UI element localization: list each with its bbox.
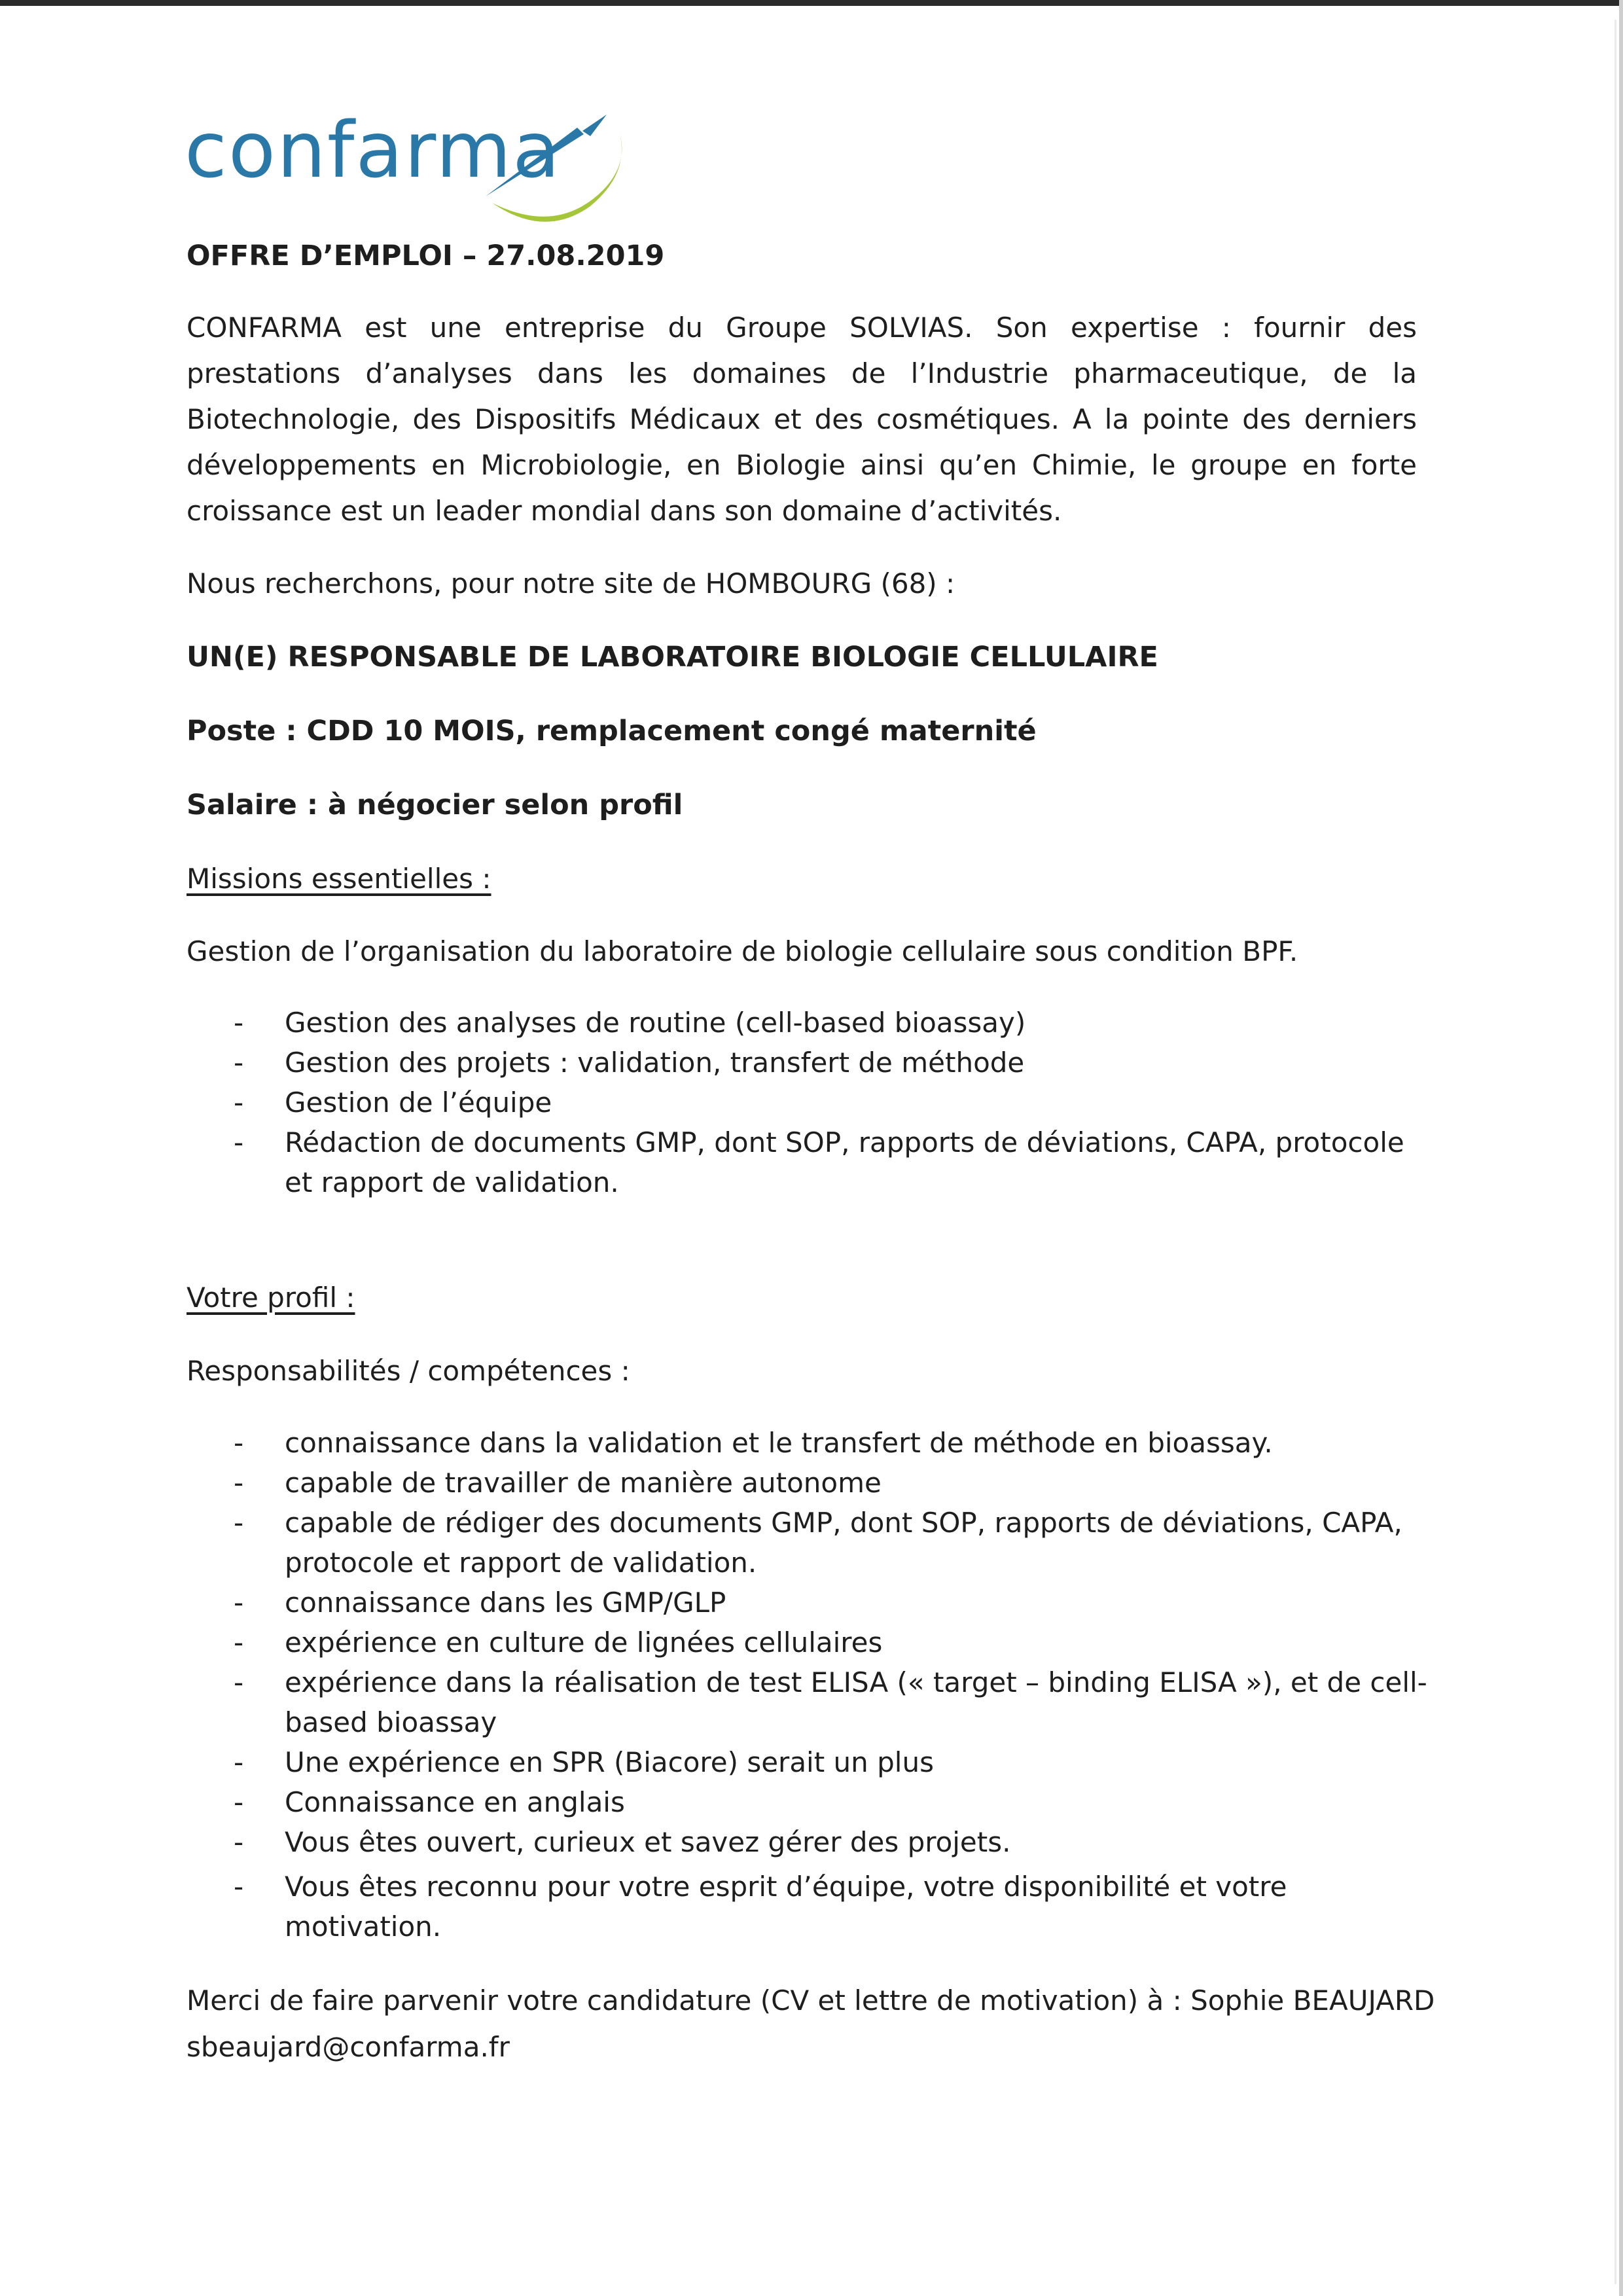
list-item: - connaissance dans la validation et le transfert de méthode en bioassay. [187, 1423, 1430, 1463]
list-item: - expérience en culture de lignées cellulaires [187, 1623, 1430, 1662]
missions-heading: Missions essentielles : [187, 863, 491, 895]
confarma-logo [185, 105, 643, 242]
profil-subheading: Responsabilités / compétences : [187, 1355, 630, 1387]
list-item: - Gestion des projets : validation, transfert de méthode [187, 1043, 1430, 1083]
contact-line: Merci de faire parvenir votre candidature (CV et lettre de motivation) à : Sophie BEAUJARD [187, 1984, 1435, 2017]
page-title: OFFRE D’EMPLOI – 27.08.2019 [187, 240, 665, 272]
list-item: - Rédaction de documents GMP, dont SOP, rapports de déviations, CAPA, protocole et rapport de validation. [187, 1122, 1430, 1202]
list-item: - connaissance dans les GMP/GLP [187, 1583, 1430, 1623]
job-title: UN(E) RESPONSABLE DE LABORATOIRE BIOLOGIE CELLULAIRE [187, 641, 1158, 673]
list-item: - Une expérience en SPR (Biacore) serait un plus [187, 1742, 1430, 1782]
contact-email[interactable]: sbeaujard@confarma.fr [187, 2031, 510, 2063]
scan-edge-shadow [1614, 20, 1616, 2284]
profil-heading: Votre profil : [187, 1282, 355, 1314]
scan-edge-right [1619, 0, 1623, 2296]
list-item: - capable de rédiger des documents GMP, dont SOP, rapports de déviations, CAPA, protocole et rapport de validation. [187, 1503, 1430, 1583]
intro-paragraph: CONFARMA est une entreprise du Groupe SOLVIAS. Son expertise : fournir des prestations d’analyses dans les domaines de l’Industrie pharmaceutique, de la Biotechnologie, des Dispositifs Médicaux et des cosmétiques. A la pointe des derniers développements en Microbiologie, en Biologie ainsi qu’en Chimie, le groupe en forte croissance est un leader mondial dans son domaine d’activités. [187, 312, 1417, 527]
list-item: - capable de travailler de manière autonome [187, 1463, 1430, 1503]
list-item: - Vous êtes reconnu pour votre esprit d’équipe, votre disponibilité et votre motivation. [187, 1867, 1430, 1946]
list-item: - expérience dans la réalisation de test ELISA (« target – binding ELISA »), et de cell-based bioassay [187, 1662, 1430, 1742]
missions-list [187, 1003, 1430, 1202]
poste-line: Poste : CDD 10 MOIS, remplacement congé maternité [187, 715, 1037, 747]
missions-intro: Gestion de l’organisation du laboratoire de biologie cellulaire sous condition BPF. [187, 935, 1298, 967]
scan-edge-top [0, 0, 1623, 6]
list-item: - Gestion de l’équipe [187, 1083, 1430, 1122]
logo-swoosh-icon [473, 111, 643, 242]
search-line: Nous recherchons, pour notre site de HOMBOURG (68) : [187, 567, 955, 600]
list-item: - Gestion des analyses de routine (cell-based bioassay) [187, 1003, 1430, 1043]
profil-list [187, 1423, 1430, 1946]
salaire-line: Salaire : à négocier selon profil [187, 789, 683, 821]
list-item: - Vous êtes ouvert, curieux et savez gérer des projets. [187, 1822, 1430, 1862]
logo-wordmark: confarma [185, 105, 562, 195]
list-item: - Connaissance en anglais [187, 1782, 1430, 1822]
